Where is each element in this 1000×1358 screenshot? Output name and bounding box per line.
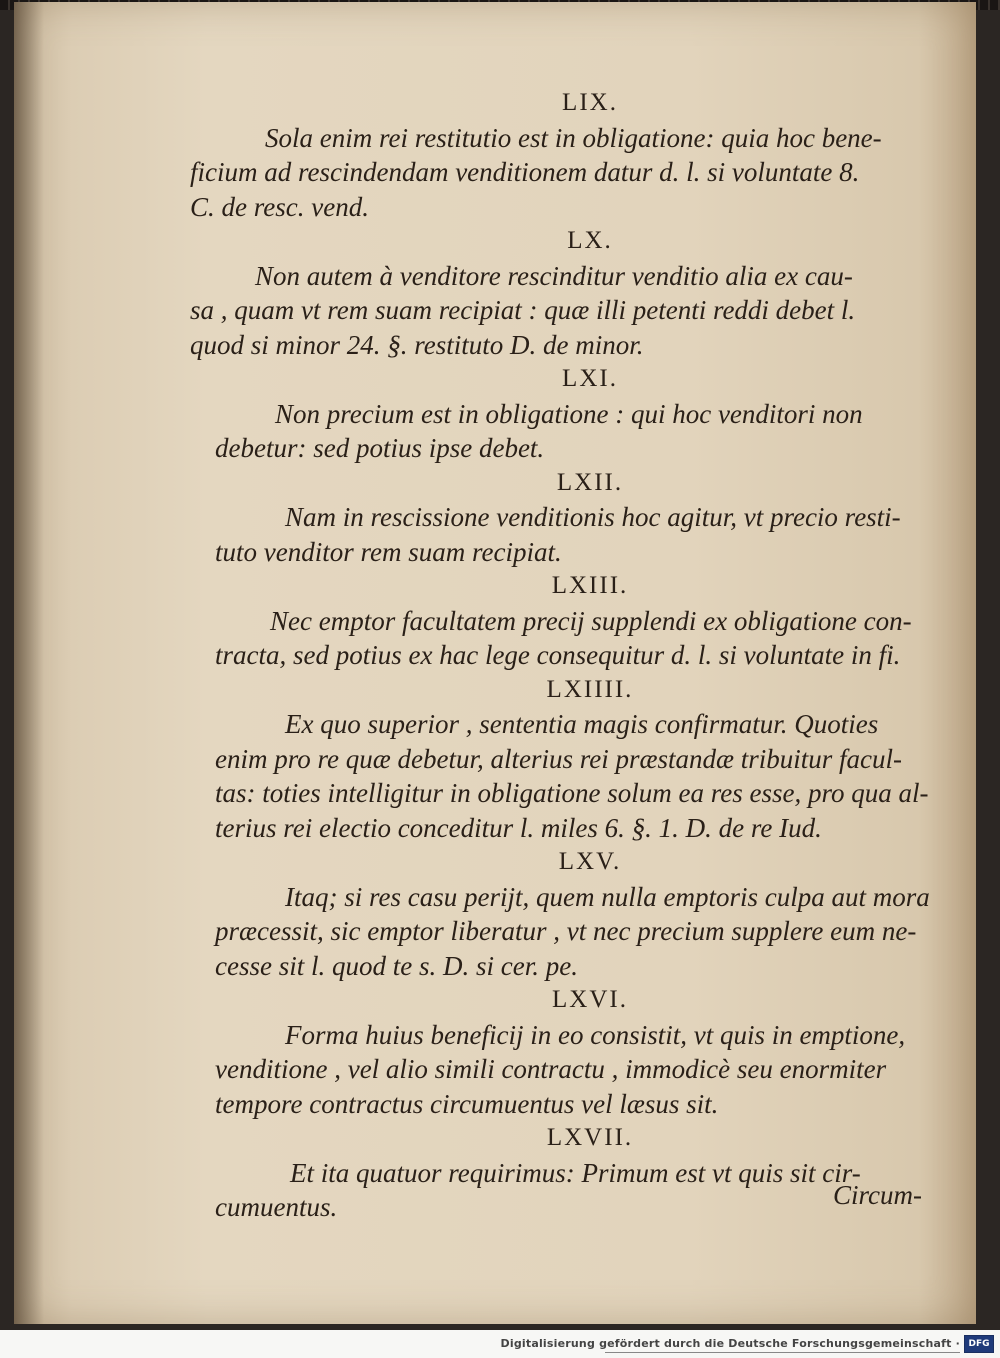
text-line: tas: toties intelligitur in obligatione solum ea res esse, pro qua al- — [215, 778, 929, 808]
text-line: Nam in rescissione venditionis hoc agitur, vt precio resti- — [285, 502, 901, 532]
text-line: Sola enim rei restitutio est in obligatione: quia hoc bene- — [265, 122, 882, 153]
footer-credit: Digitalisierung gefördert durch die Deutsche Forschungsgemeinschaft · — [500, 1337, 960, 1350]
text-line: sa , quam vt rem suam recipiat : quæ illi petenti reddi debet l. — [190, 295, 856, 325]
text-line: venditione , vel alio simili contractu , immodicè seu enormiter — [215, 1054, 887, 1084]
footer-bar — [0, 1330, 1000, 1358]
text-line: Forma huius beneficij in eo consistit, vt quis in emptione, — [285, 1019, 906, 1050]
text-line: Et ita quatuor requirimus: Primum est vt quis sit cir- — [290, 1157, 861, 1188]
section-number: LXVII. — [546, 1124, 634, 1151]
text-line: præcessit, sic emptor liberatur , vt nec precium supplere eum ne- — [215, 916, 917, 946]
section-number: LXII. — [556, 468, 624, 496]
text-line: quod si minor 24. §. restituto D. de minor. — [190, 329, 644, 360]
text-line: cumuentus. — [215, 1192, 338, 1222]
text-line: Non precium est in obligatione : qui hoc venditori non — [275, 398, 863, 429]
text-line: ficium ad rescindendam venditionem datur d. l. si voluntate 8. — [190, 157, 860, 187]
section-number: LXVI. — [552, 986, 628, 1013]
text-line: Itaq; si res casu perijt, quem nulla emptoris culpa aut mora — [285, 881, 930, 912]
footer-divider — [605, 1352, 960, 1353]
text-line: Ex quo superior , sententia magis confirmatur. Quoties — [285, 709, 879, 739]
page-text — [190, 86, 930, 1225]
text-line: tracta, sed potius ex hac lege consequitur d. l. si voluntate in fi. — [215, 640, 901, 670]
text-line: debetur: sed potius ipse debet. — [215, 433, 545, 463]
text-line: Non autem à venditore rescinditur venditio alia ex cau- — [255, 260, 853, 291]
section-number: LXIII. — [551, 572, 629, 599]
text-line: cesse sit l. quod te s. D. si cer. pe. — [215, 950, 578, 981]
text-line: C. de resc. vend. — [190, 191, 369, 222]
section-number: LXI. — [562, 365, 618, 392]
section-number: LXV. — [558, 848, 622, 875]
text-line: terius rei electio conceditur l. miles 6. §. 1. D. de re Iud. — [215, 812, 822, 843]
text-line: enim pro re quæ debetur, alterius rei præstandæ tribuitur facul- — [215, 743, 902, 774]
section-number: LXIIII. — [546, 675, 634, 703]
catchword: Circum- — [833, 1180, 922, 1210]
text-line: Nec emptor facultatem precij supplendi ex obligatione con- — [270, 605, 912, 636]
section-number: LIX. — [562, 89, 618, 116]
section-number: LX. — [567, 227, 613, 254]
text-line: tempore contractus circumuentus vel læsus sit. — [215, 1088, 719, 1119]
text-line: tuto venditor rem suam recipiat. — [215, 536, 562, 567]
dfg-logo-icon[interactable]: DFG — [964, 1335, 994, 1353]
